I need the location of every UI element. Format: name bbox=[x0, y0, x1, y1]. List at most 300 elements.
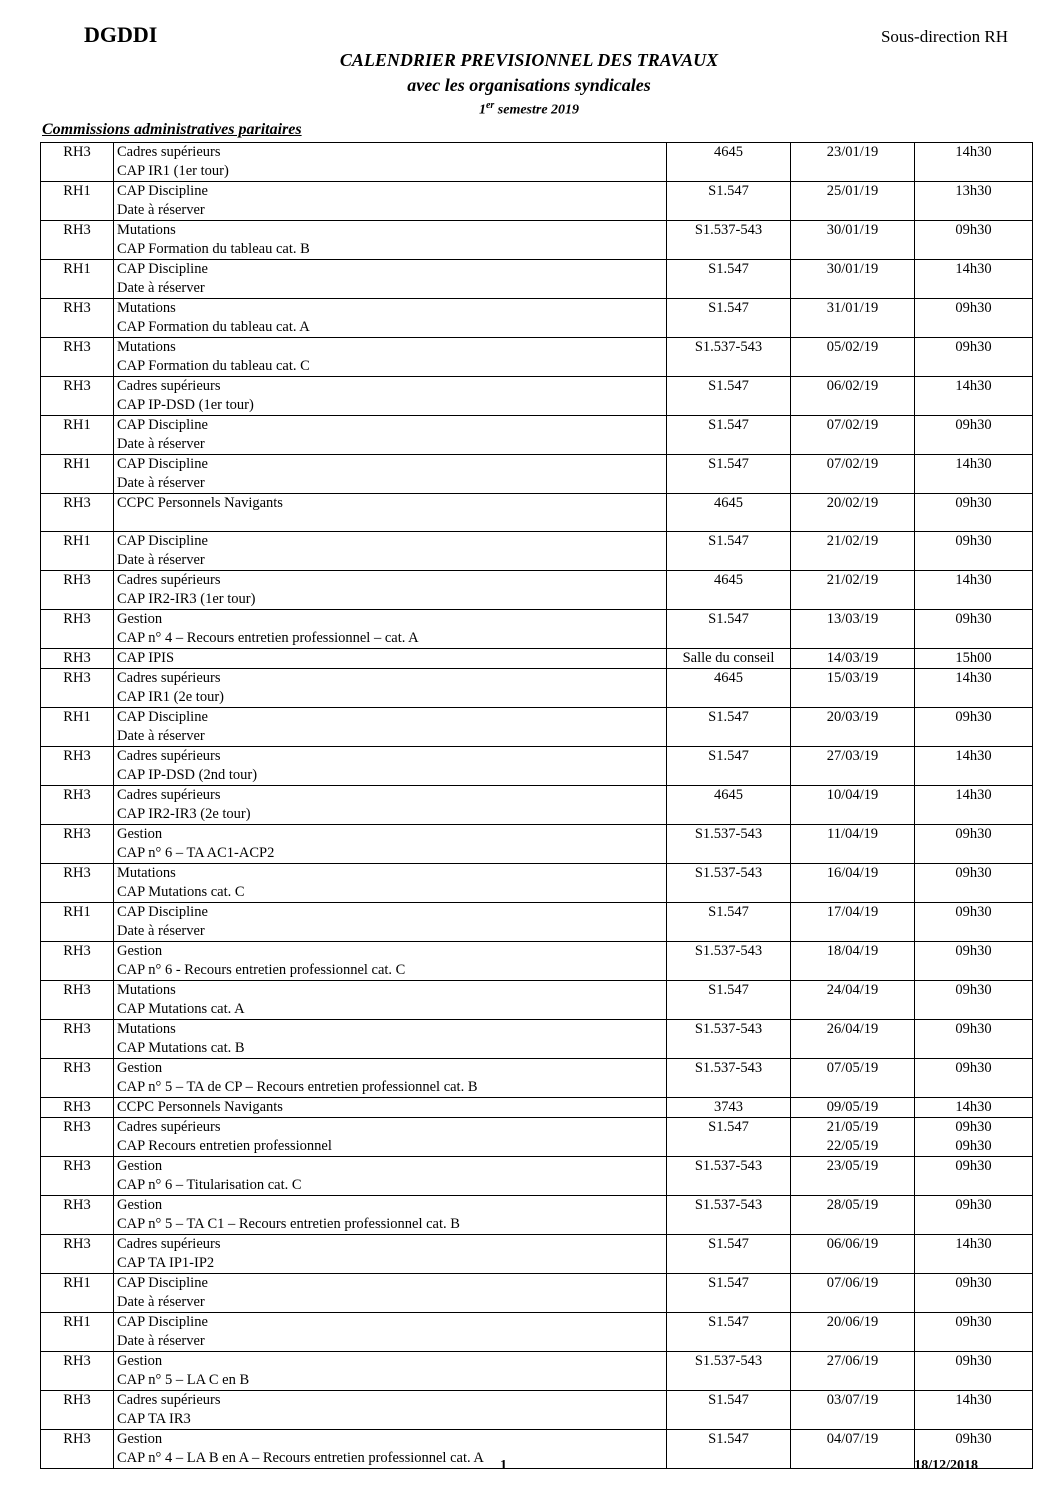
date-cell bbox=[791, 786, 915, 825]
table-row bbox=[41, 864, 1033, 903]
service-cell: RH3 bbox=[41, 143, 114, 182]
meeting-date: 07/06/19 bbox=[826, 1275, 879, 1291]
meeting-time: 09h30 bbox=[955, 1060, 992, 1076]
meeting-time: 09h30 bbox=[955, 904, 992, 920]
service-cell: RH3 bbox=[41, 786, 114, 825]
table-row bbox=[41, 221, 1033, 260]
table-row bbox=[41, 649, 1033, 669]
meeting-time: 14h30 bbox=[955, 1099, 992, 1115]
commission-category: Gestion bbox=[117, 1353, 163, 1369]
commission-category: Cadres supérieurs bbox=[117, 670, 221, 686]
meeting-date: 25/01/19 bbox=[826, 183, 879, 199]
meeting-date: 10/04/19 bbox=[826, 787, 879, 803]
commission-category: CAP Discipline bbox=[117, 709, 208, 725]
table-row bbox=[41, 825, 1033, 864]
room-cell: S1.547 bbox=[667, 377, 791, 416]
commission-category: Cadres supérieurs bbox=[117, 378, 221, 394]
table-row bbox=[41, 299, 1033, 338]
table-row bbox=[41, 377, 1033, 416]
table-row bbox=[41, 1020, 1033, 1059]
description-cell bbox=[114, 1235, 667, 1274]
meeting-date: 03/07/19 bbox=[826, 1392, 879, 1408]
meeting-time: 09h30 bbox=[955, 982, 992, 998]
commission-name: CAP Recours entretien professionnel bbox=[117, 1138, 332, 1154]
date-cell bbox=[791, 571, 915, 610]
service-cell: RH3 bbox=[41, 981, 114, 1020]
edition-date: 18/12/2018 bbox=[914, 1458, 978, 1473]
meeting-time: 09h30 bbox=[955, 495, 992, 511]
room-cell: S1.537-543 bbox=[667, 1196, 791, 1235]
meeting-date: 27/03/19 bbox=[826, 748, 879, 764]
commission-name: CAP n° 6 - Recours entretien professionnel cat. C bbox=[117, 962, 406, 978]
semester-text: semestre 2019 bbox=[494, 102, 580, 118]
meeting-time: 14h30 bbox=[955, 144, 992, 160]
meeting-date: 17/04/19 bbox=[826, 904, 879, 920]
table-row bbox=[41, 1430, 1033, 1469]
commission-name: CAP n° 6 – Titularisation cat. C bbox=[117, 1177, 302, 1193]
description-cell bbox=[114, 571, 667, 610]
meeting-time: 09h30 bbox=[955, 1158, 992, 1174]
meeting-time: 09h30 bbox=[955, 611, 992, 627]
commission-category: Cadres supérieurs bbox=[117, 1236, 221, 1252]
time-cell bbox=[915, 981, 1033, 1020]
commission-name: CAP n° 4 – Recours entretien professionnel – cat. A bbox=[117, 630, 419, 646]
description-cell bbox=[114, 299, 667, 338]
room-cell: S1.537-543 bbox=[667, 825, 791, 864]
time-cell bbox=[915, 338, 1033, 377]
meeting-date: 30/01/19 bbox=[826, 261, 879, 277]
service-cell: RH1 bbox=[41, 260, 114, 299]
table-row bbox=[41, 981, 1033, 1020]
service-cell: RH3 bbox=[41, 1430, 114, 1469]
meeting-time: 14h30 bbox=[955, 456, 992, 472]
organization-name: DGDDI bbox=[84, 22, 158, 47]
table-row bbox=[41, 571, 1033, 610]
room-cell: S1.547 bbox=[667, 903, 791, 942]
commission-category: Mutations bbox=[117, 222, 176, 238]
service-cell: RH1 bbox=[41, 708, 114, 747]
room-cell: Salle du conseil bbox=[667, 649, 791, 669]
commission-name: CAP Mutations cat. C bbox=[117, 884, 245, 900]
time-cell bbox=[915, 182, 1033, 221]
meeting-time: 09h30 bbox=[955, 533, 992, 549]
meeting-time: 09h30 bbox=[955, 417, 992, 433]
commission-name: Date à réserver bbox=[117, 280, 205, 296]
description-cell bbox=[114, 708, 667, 747]
description-cell bbox=[114, 610, 667, 649]
meeting-time: 14h30 bbox=[955, 378, 992, 394]
time-cell bbox=[915, 942, 1033, 981]
room-cell: 3743 bbox=[667, 1098, 791, 1118]
service-cell: RH3 bbox=[41, 1098, 114, 1118]
room-cell: S1.537-543 bbox=[667, 864, 791, 903]
commission-category: Cadres supérieurs bbox=[117, 144, 221, 160]
meeting-time: 14h30 bbox=[955, 787, 992, 803]
date-cell bbox=[791, 1352, 915, 1391]
meeting-time: 09h30 bbox=[955, 943, 992, 959]
date-cell bbox=[791, 864, 915, 903]
meeting-date: 26/04/19 bbox=[826, 1021, 879, 1037]
table-row bbox=[41, 1118, 1033, 1157]
description-cell bbox=[114, 1118, 667, 1157]
room-cell: S1.547 bbox=[667, 416, 791, 455]
room-cell: S1.537-543 bbox=[667, 1020, 791, 1059]
time-cell bbox=[915, 455, 1033, 494]
date-cell bbox=[791, 299, 915, 338]
service-cell: RH3 bbox=[41, 494, 114, 532]
time-cell bbox=[915, 377, 1033, 416]
meeting-date: 16/04/19 bbox=[826, 865, 879, 881]
commission-category: Gestion bbox=[117, 943, 163, 959]
meeting-date: 21/05/19 bbox=[826, 1119, 879, 1135]
room-cell: S1.547 bbox=[667, 455, 791, 494]
commission-category: CAP Discipline bbox=[117, 456, 208, 472]
commission-name: CAP IR1 (2e tour) bbox=[117, 689, 224, 705]
meeting-date: 07/05/19 bbox=[826, 1060, 879, 1076]
commission-name: CAP Formation du tableau cat. A bbox=[117, 319, 310, 335]
commission-name: Date à réserver bbox=[117, 728, 205, 744]
commission-category: CCPC Personnels Navigants bbox=[117, 495, 283, 511]
meeting-date: 06/02/19 bbox=[826, 378, 879, 394]
commission-category: CAP Discipline bbox=[117, 1314, 208, 1330]
description-cell bbox=[114, 1059, 667, 1098]
service-cell: RH1 bbox=[41, 532, 114, 571]
commission-name: CAP Mutations cat. B bbox=[117, 1040, 245, 1056]
commission-name: CAP Mutations cat. A bbox=[117, 1001, 245, 1017]
room-cell: 4645 bbox=[667, 571, 791, 610]
commission-name: CAP Formation du tableau cat. B bbox=[117, 241, 310, 257]
date-cell bbox=[791, 221, 915, 260]
description-cell bbox=[114, 377, 667, 416]
description-cell bbox=[114, 786, 667, 825]
commission-category: Cadres supérieurs bbox=[117, 748, 221, 764]
time-cell bbox=[915, 494, 1033, 532]
meeting-date: 15/03/19 bbox=[826, 670, 879, 686]
commission-name: CAP TA IP1-IP2 bbox=[117, 1255, 215, 1271]
meeting-time: 13h30 bbox=[955, 183, 992, 199]
commission-category: Gestion bbox=[117, 1060, 163, 1076]
meeting-date: 13/03/19 bbox=[826, 611, 879, 627]
meeting-date: 20/02/19 bbox=[826, 495, 879, 511]
meeting-date: 14/03/19 bbox=[826, 650, 879, 666]
commission-name: Date à réserver bbox=[117, 202, 205, 218]
meeting-time: 09h30 bbox=[955, 300, 992, 316]
commission-name: CAP n° 5 – LA C en B bbox=[117, 1372, 250, 1388]
table-row bbox=[41, 786, 1033, 825]
description-cell bbox=[114, 669, 667, 708]
room-cell: S1.537-543 bbox=[667, 221, 791, 260]
date-cell bbox=[791, 532, 915, 571]
meeting-date: 07/02/19 bbox=[826, 456, 879, 472]
meeting-time: 09h30 bbox=[955, 1275, 992, 1291]
table-row bbox=[41, 260, 1033, 299]
service-cell: RH3 bbox=[41, 610, 114, 649]
time-cell bbox=[915, 610, 1033, 649]
time-cell bbox=[915, 571, 1033, 610]
table-row bbox=[41, 532, 1033, 571]
meeting-time: 09h30 bbox=[955, 1314, 992, 1330]
description-cell bbox=[114, 864, 667, 903]
date-cell bbox=[791, 747, 915, 786]
time-cell bbox=[915, 260, 1033, 299]
description-cell bbox=[114, 143, 667, 182]
commission-name: Date à réserver bbox=[117, 1333, 205, 1349]
commission-name: CAP TA IR3 bbox=[117, 1411, 191, 1427]
commission-name: Date à réserver bbox=[117, 552, 205, 568]
table-row bbox=[41, 903, 1033, 942]
description-cell bbox=[114, 649, 667, 669]
meeting-date: 04/07/19 bbox=[826, 1431, 879, 1447]
table-row bbox=[41, 942, 1033, 981]
description-cell bbox=[114, 1313, 667, 1352]
meeting-date: 21/02/19 bbox=[826, 572, 879, 588]
meeting-date: 27/06/19 bbox=[826, 1353, 879, 1369]
meeting-time: 14h30 bbox=[955, 1236, 992, 1252]
time-cell bbox=[915, 143, 1033, 182]
room-cell: S1.547 bbox=[667, 1235, 791, 1274]
commission-category: CAP Discipline bbox=[117, 261, 208, 277]
service-cell: RH3 bbox=[41, 825, 114, 864]
date-cell bbox=[791, 1391, 915, 1430]
commission-category: CCPC Personnels Navigants bbox=[117, 1099, 283, 1115]
time-cell bbox=[915, 1196, 1033, 1235]
table-row bbox=[41, 610, 1033, 649]
service-cell: RH3 bbox=[41, 377, 114, 416]
commission-name: CAP IR2-IR3 (1er tour) bbox=[117, 591, 256, 607]
meeting-time: 09h30 bbox=[955, 1353, 992, 1369]
meeting-date: 31/01/19 bbox=[826, 300, 879, 316]
commission-category: CAP Discipline bbox=[117, 1275, 208, 1291]
date-cell bbox=[791, 669, 915, 708]
description-cell bbox=[114, 942, 667, 981]
service-cell: RH1 bbox=[41, 1313, 114, 1352]
meeting-time: 09h30 bbox=[955, 1021, 992, 1037]
date-cell bbox=[791, 1059, 915, 1098]
table-row bbox=[41, 747, 1033, 786]
service-cell: RH3 bbox=[41, 1118, 114, 1157]
meeting-date: 23/05/19 bbox=[826, 1158, 879, 1174]
commission-category: Cadres supérieurs bbox=[117, 787, 221, 803]
table-row bbox=[41, 416, 1033, 455]
date-cell bbox=[791, 1020, 915, 1059]
date-cell bbox=[791, 1196, 915, 1235]
date-cell bbox=[791, 1430, 915, 1469]
time-cell bbox=[915, 1391, 1033, 1430]
room-cell: S1.547 bbox=[667, 708, 791, 747]
meeting-date: 06/06/19 bbox=[826, 1236, 879, 1252]
meeting-time: 14h30 bbox=[955, 1392, 992, 1408]
meeting-time: 09h30 bbox=[955, 1119, 992, 1135]
commission-category: Mutations bbox=[117, 300, 176, 316]
commission-category: CAP Discipline bbox=[117, 183, 208, 199]
meeting-date: 07/02/19 bbox=[826, 417, 879, 433]
service-cell: RH3 bbox=[41, 649, 114, 669]
commission-category: CAP Discipline bbox=[117, 904, 208, 920]
commission-name: CAP n° 6 – TA AC1-ACP2 bbox=[117, 845, 275, 861]
table-row bbox=[41, 455, 1033, 494]
room-cell: S1.547 bbox=[667, 747, 791, 786]
calendar-table bbox=[40, 142, 1033, 1469]
meeting-time: 09h30 bbox=[955, 865, 992, 881]
service-cell: RH3 bbox=[41, 1059, 114, 1098]
service-cell: RH3 bbox=[41, 747, 114, 786]
table-row bbox=[41, 1274, 1033, 1313]
table-row bbox=[41, 1059, 1033, 1098]
service-cell: RH3 bbox=[41, 1352, 114, 1391]
table-row bbox=[41, 1391, 1033, 1430]
commission-category: Cadres supérieurs bbox=[117, 1119, 221, 1135]
meeting-date: 05/02/19 bbox=[826, 339, 879, 355]
time-cell bbox=[915, 649, 1033, 669]
meeting-time-second: 09h30 bbox=[955, 1138, 992, 1154]
time-cell bbox=[915, 532, 1033, 571]
room-cell: 4645 bbox=[667, 494, 791, 532]
date-cell bbox=[791, 416, 915, 455]
description-cell bbox=[114, 494, 667, 532]
table-row bbox=[41, 669, 1033, 708]
meeting-date: 20/03/19 bbox=[826, 709, 879, 725]
room-cell: S1.547 bbox=[667, 610, 791, 649]
room-cell: 4645 bbox=[667, 143, 791, 182]
date-cell bbox=[791, 182, 915, 221]
commission-name: CAP Formation du tableau cat. C bbox=[117, 358, 310, 374]
room-cell: S1.537-543 bbox=[667, 1059, 791, 1098]
service-cell: RH3 bbox=[41, 1235, 114, 1274]
service-cell: RH3 bbox=[41, 221, 114, 260]
description-cell bbox=[114, 260, 667, 299]
time-cell bbox=[915, 1098, 1033, 1118]
meeting-date: 30/01/19 bbox=[826, 222, 879, 238]
service-cell: RH3 bbox=[41, 1391, 114, 1430]
commission-category: CAP Discipline bbox=[117, 533, 208, 549]
commission-name: Date à réserver bbox=[117, 1294, 205, 1310]
commission-name: Date à réserver bbox=[117, 475, 205, 491]
document-title: CALENDRIER PREVISIONNEL DES TRAVAUX bbox=[339, 50, 719, 70]
date-cell bbox=[791, 494, 915, 532]
meeting-time: 09h30 bbox=[955, 1431, 992, 1447]
room-cell: S1.537-543 bbox=[667, 338, 791, 377]
semester-label bbox=[0, 100, 1058, 119]
meeting-time: 09h30 bbox=[955, 826, 992, 842]
time-cell bbox=[915, 669, 1033, 708]
date-cell bbox=[791, 1118, 915, 1157]
room-cell: S1.537-543 bbox=[667, 942, 791, 981]
service-cell: RH3 bbox=[41, 942, 114, 981]
description-cell bbox=[114, 338, 667, 377]
meeting-date-second: 22/05/19 bbox=[826, 1138, 879, 1154]
commission-name: CAP IP-DSD (1er tour) bbox=[117, 397, 254, 413]
table-row bbox=[41, 1196, 1033, 1235]
commission-name: CAP IR2-IR3 (2e tour) bbox=[117, 806, 251, 822]
time-cell bbox=[915, 864, 1033, 903]
meeting-time: 09h30 bbox=[955, 709, 992, 725]
service-cell: RH1 bbox=[41, 455, 114, 494]
time-cell bbox=[915, 1313, 1033, 1352]
date-cell bbox=[791, 610, 915, 649]
service-cell: RH3 bbox=[41, 338, 114, 377]
commission-category: Gestion bbox=[117, 826, 163, 842]
table-row bbox=[41, 143, 1033, 182]
description-cell bbox=[114, 532, 667, 571]
date-cell bbox=[791, 1235, 915, 1274]
description-cell bbox=[114, 455, 667, 494]
description-cell bbox=[114, 1157, 667, 1196]
date-cell bbox=[791, 377, 915, 416]
table-row bbox=[41, 1352, 1033, 1391]
date-cell bbox=[791, 942, 915, 981]
time-cell bbox=[915, 1059, 1033, 1098]
description-cell bbox=[114, 1430, 667, 1469]
room-cell: 4645 bbox=[667, 786, 791, 825]
commission-category: Gestion bbox=[117, 1158, 163, 1174]
service-cell: RH3 bbox=[41, 864, 114, 903]
semester-number: 1 bbox=[478, 102, 486, 118]
time-cell bbox=[915, 747, 1033, 786]
room-cell: S1.547 bbox=[667, 1118, 791, 1157]
service-cell: RH1 bbox=[41, 416, 114, 455]
meeting-date: 18/04/19 bbox=[826, 943, 879, 959]
service-cell: RH1 bbox=[41, 903, 114, 942]
meeting-time: 14h30 bbox=[955, 261, 992, 277]
meeting-time: 09h30 bbox=[955, 1197, 992, 1213]
date-cell bbox=[791, 649, 915, 669]
service-cell: RH1 bbox=[41, 182, 114, 221]
time-cell bbox=[915, 1274, 1033, 1313]
time-cell bbox=[915, 786, 1033, 825]
commission-name: CAP n° 5 – TA de CP – Recours entretien professionnel cat. B bbox=[117, 1079, 478, 1095]
commission-name: CAP n° 4 – LA B en A – Recours entretien professionnel cat. A bbox=[117, 1450, 484, 1466]
calendar-table-body bbox=[41, 143, 1033, 1469]
meeting-time: 14h30 bbox=[955, 748, 992, 764]
service-cell: RH3 bbox=[41, 1020, 114, 1059]
table-row bbox=[41, 1313, 1033, 1352]
department-name: Sous-direction RH bbox=[880, 27, 1008, 46]
commission-category: Gestion bbox=[117, 1431, 163, 1447]
time-cell bbox=[915, 299, 1033, 338]
service-cell: RH3 bbox=[41, 299, 114, 338]
time-cell bbox=[915, 1118, 1033, 1157]
table-row bbox=[41, 494, 1033, 532]
room-cell: S1.547 bbox=[667, 532, 791, 571]
description-cell bbox=[114, 416, 667, 455]
document-subtitle: avec les organisations syndicales bbox=[407, 75, 651, 95]
room-cell: S1.547 bbox=[667, 1391, 791, 1430]
date-cell bbox=[791, 260, 915, 299]
date-cell bbox=[791, 1313, 915, 1352]
semester-ordinal: er bbox=[485, 100, 495, 111]
room-cell: S1.537-543 bbox=[667, 1157, 791, 1196]
time-cell bbox=[915, 708, 1033, 747]
meeting-time: 09h30 bbox=[955, 339, 992, 355]
date-cell bbox=[791, 981, 915, 1020]
description-cell bbox=[114, 1391, 667, 1430]
room-cell: S1.547 bbox=[667, 1274, 791, 1313]
commission-category: Mutations bbox=[117, 865, 176, 881]
description-cell bbox=[114, 981, 667, 1020]
service-cell: RH3 bbox=[41, 1196, 114, 1235]
commission-name: CAP n° 5 – TA C1 – Recours entretien professionnel cat. B bbox=[117, 1216, 460, 1232]
description-cell bbox=[114, 1098, 667, 1118]
description-cell bbox=[114, 1274, 667, 1313]
room-cell: S1.547 bbox=[667, 1313, 791, 1352]
time-cell bbox=[915, 1020, 1033, 1059]
commission-category: Mutations bbox=[117, 1021, 176, 1037]
meeting-date: 24/04/19 bbox=[826, 982, 879, 998]
meeting-date: 23/01/19 bbox=[826, 144, 879, 160]
commission-category: CAP IPIS bbox=[117, 650, 175, 666]
room-cell: 4645 bbox=[667, 669, 791, 708]
table-row bbox=[41, 708, 1033, 747]
